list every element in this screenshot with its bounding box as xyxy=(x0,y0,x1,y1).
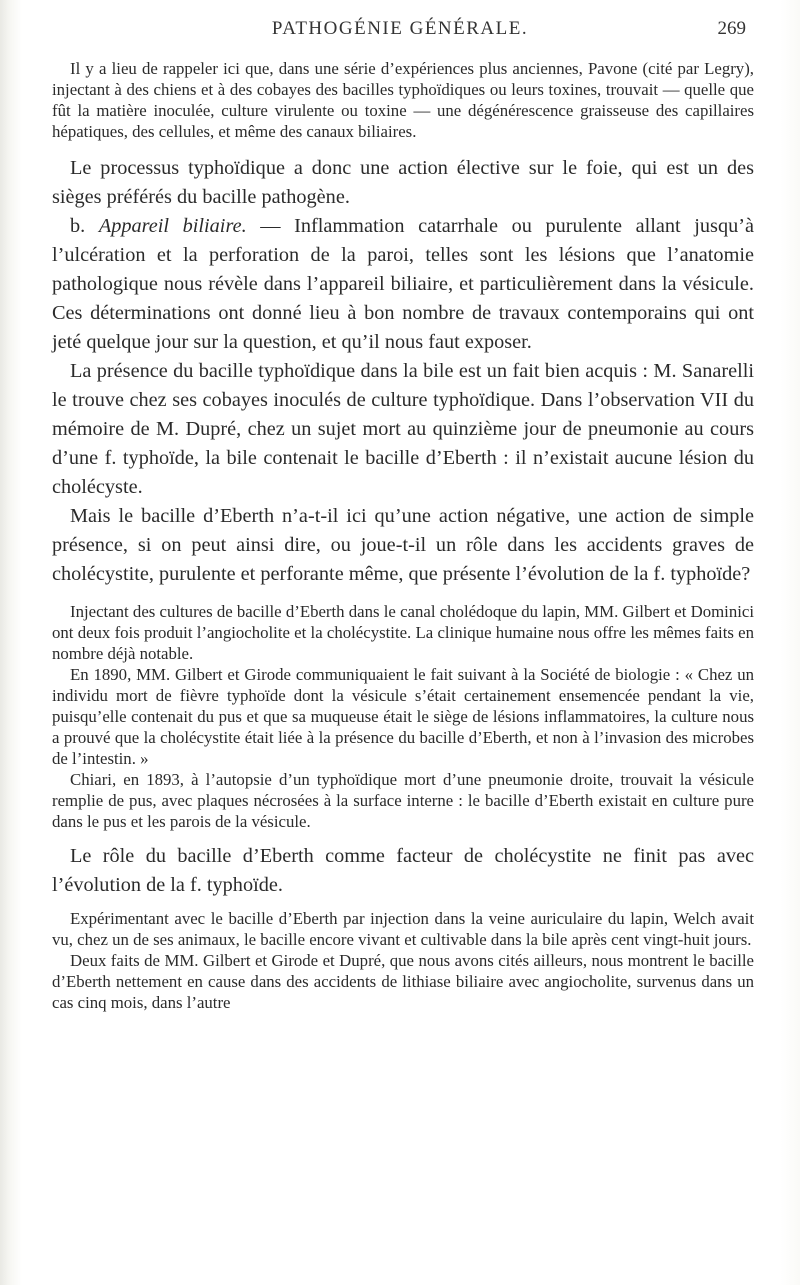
paragraph-gilbert-girode-1890: En 1890, MM. Gilbert et Girode communiquaient le fait suivant à la Société de biologie : « Chez un individu mort de fièvre typhoïde dont la vésicule s’était certainement ensemencée pendant la vie, puisqu’elle contenait du pus et que sa muqueuse était le siège de lésions inflammatoires, la culture nous a prouvé que la cholécystite était liée à la présence du bacille d’Eberth, et non à l’invasion des microbes de l’intestin. » xyxy=(52,665,754,768)
section-label: b. xyxy=(70,215,86,237)
paragraph-biliary-apparatus xyxy=(52,212,754,357)
paragraph-bacillus-in-bile: La présence du bacille typhoïdique dans la bile est un fait bien acquis : M. Sanarelli le trouve chez ses cobayes inoculés de culture typhoïdique. Dans l’observation VII du mémoire de M. Dupré, chez un sujet mort au quinzième jour de pneumonie au cours d’une f. typhoïde, la bile contenait le bacille d’Eberth : il n’existait aucune lésion du cholécyste. xyxy=(52,360,754,498)
paragraph-pavone: Il y a lieu de rappeler ici que, dans une série d’expériences plus anciennes, Pavone (cité par Legry), injectant à des chiens et à des cobayes des bacilles typhoïdiques ou leurs toxines, trouvait — quelle que fût la matière inoculée, culture virulente ou toxine — une dégénérescence graisseuse des capillaires hépatiques, des cellules, et même des canaux biliaires. xyxy=(52,59,754,141)
section-text: — Inflammation catarrhale ou purulente allant jusqu’à l’ulcération et la perforation de la paroi, telles sont les lésions que l’anatomie pathologique nous révèle dans l’appareil biliaire, et particulièrement dans la vésicule. Ces déterminations ont donné lieu à bon nombre de travaux contemporains qui ont jeté quelque jour sur la question, et qu’il nous faut exposer. xyxy=(52,215,754,353)
paragraph-lithiasis: Deux faits de MM. Gilbert et Girode et Dupré, que nous avons cités ailleurs, nous montrent le bacille d’Eberth nettement en cause dans des accidents de lithiase biliaire avec angiocholite, survenus dans un cas cinq mois, dans l’autre xyxy=(52,951,754,1012)
paragraph-gilbert-dominici: Injectant des cultures de bacille d’Eberth dans le canal cholédoque du lapin, MM. Gilbert et Dominici ont deux fois produit l’angiocholite et la cholécystite. La clinique humaine nous offre les mêmes faits en nombre déjà notable. xyxy=(52,602,754,663)
paragraph-welch: Expérimentant avec le bacille d’Eberth par injection dans la veine auriculaire du lapin, Welch avait vu, chez un de ses animaux, le bacille encore vivant et cultivable dans la bile après cent vingt-huit jours. xyxy=(52,909,754,949)
page-body xyxy=(52,58,754,1013)
section-title: Appareil biliaire. xyxy=(98,215,247,237)
page-number: 269 xyxy=(717,18,746,39)
paragraph-elective-action: Le processus typhoïdique a donc une action élective sur le foie, qui est un des sièges préférés du bacille pathogène. xyxy=(52,157,754,208)
paragraph-role-continues: Le rôle du bacille d’Eberth comme facteur de cholécystite ne finit pas avec l’évolution de la f. typhoïde. xyxy=(52,845,754,896)
page-header xyxy=(0,18,800,48)
paragraph-negative-action-question: Mais le bacille d’Eberth n’a-t-il ici qu’une action négative, une action de simple présence, si on peut ainsi dire, ou joue-t-il un rôle dans les accidents graves de cholécystite, purulente et perforante même, que présente l’évolution de la f. typhoïde? xyxy=(52,505,754,585)
running-head: PATHOGÉNIE GÉNÉRALE. xyxy=(271,18,529,39)
paragraph-chiari-1893: Chiari, en 1893, à l’autopsie d’un typhoïdique mort d’une pneumonie droite, trouvait la vésicule remplie de pus, avec plaques nécrosées à la surface interne : le bacille d’Eberth existait en culture pure dans le pus et les parois de la vésicule. xyxy=(52,770,754,831)
